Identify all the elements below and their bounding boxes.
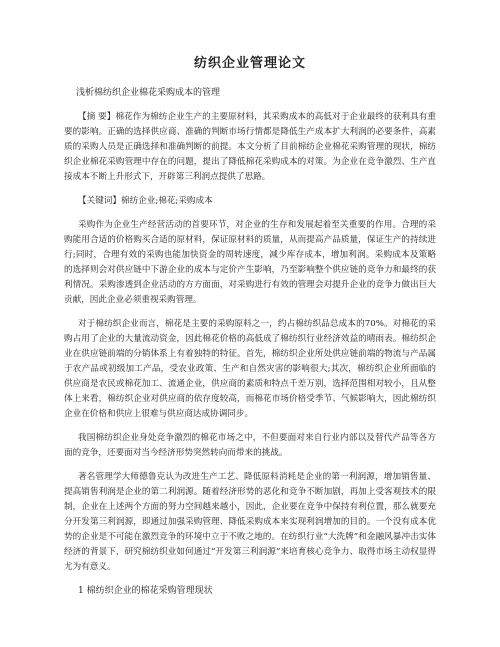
- body-paragraph: 著名管理学大师德鲁克认为改进生产工艺、降低原料消耗是企业的第一利润源，增加销售量、提高销售利润是企业的第二利润源。随着经济形势的恶化和竞争不断加剧，再加上受客观技术的限制，企业在上述两个方面的努力空间越来越小，因此，企业要在竞争中保持有利位置，那么就要充分开发第三利润源，即通过加强采购管理、降低采购成本来实现利润增加的目的。一个没有成本优势的企业是不可能在激烈竞争的环境中立于不败之地的。在纺织行业“大洗牌”和金融风暴冲击实体经济的背景下，研究棉纺织业如何通过“开发第三利润源”来培育核心竞争力、取得市场主动权显得尤为有意义。: [64, 472, 436, 572]
- abstract-paragraph: 【摘 要】棉花作为棉纺企业生产的主要原材料，其采购成本的高低对于企业最终的获利具有重要的影响。正确的选择供应商、准确的判断市场行情都是降低生产成本扩大利润的必要条件，高素质的采购人员是正确选择和准确判断的前提。本文分析了目前棉纺企业棉花采购管理的现状，棉纺织企业棉花采购管理中存在的问题，提出了降低棉花采购成本的对策。为企业在竞争激烈、生产直接成本不断上升形式下，开辟第三利润点提供了思路。: [64, 112, 436, 182]
- body-paragraph: 我国棉纺织企业身处竞争激烈的棉花市场之中，不但要面对来自行业内部以及替代产品等各方面的竞争，还要面对当今经济形势突然转向而带来的挑战。: [64, 433, 436, 458]
- body-paragraph: 对于棉纺织企业而言，棉花是主要的采购原料之一，约占棉纺织品总成本的70%。对棉花的采购占用了企业的大量流动资金，因此棉花价格的高低成了棉纺织行业经济效益的晴雨表。棉纺织企业在供应链前端的分销体系上有着独特的特征。首先，棉纺织企业所处供应链前端的物流与产品属于农产品或初级加工产品，受农业政策、生产和自然灾害的影响很大;其次，棉纺织企业所面临的供应商是农民或棉花加工、流通企业，供应商的素质和特点千差万别，选择范围相对较小，且从整体上来看，棉纺织企业对供应商的依存度较高，而棉花市场价格受季节、气候影响大，因此棉纺织企业在价格和供应上很难与供应商达成协调同步。: [64, 319, 436, 419]
- keywords-line: 【关键词】棉纺企业;棉花;采购成本: [78, 196, 213, 206]
- section-heading: 1 棉纺织企业的棉花采购管理现状: [78, 586, 213, 596]
- document-subtitle: 浅析棉纺织企业棉花采购成本的管理: [76, 88, 221, 98]
- document-title: 纺织企业管理论文: [193, 56, 306, 71]
- body-paragraph: 采购作为企业生产经营活动的首要环节，对企业的生存和发展起着至关重要的作用。合理的采购能用合适的价格购买合适的原材料，保证原材料的质量，从而提高产品质量，保证生产的持续进行;同时，合理有效的采购也能加快资金的周转速度，减少库存成本，增加利润。采购成本及策略的选择则会对供应链中下游企业的成本与定价产生影响，乃至影响整个供应链的竞争力和最终的获利情况。采购渗透到企业活动的方方面面，对采购进行有效的管理会对提升企业的竞争力做出巨大贡献，因此企业必须重视采购管理。: [64, 220, 436, 305]
